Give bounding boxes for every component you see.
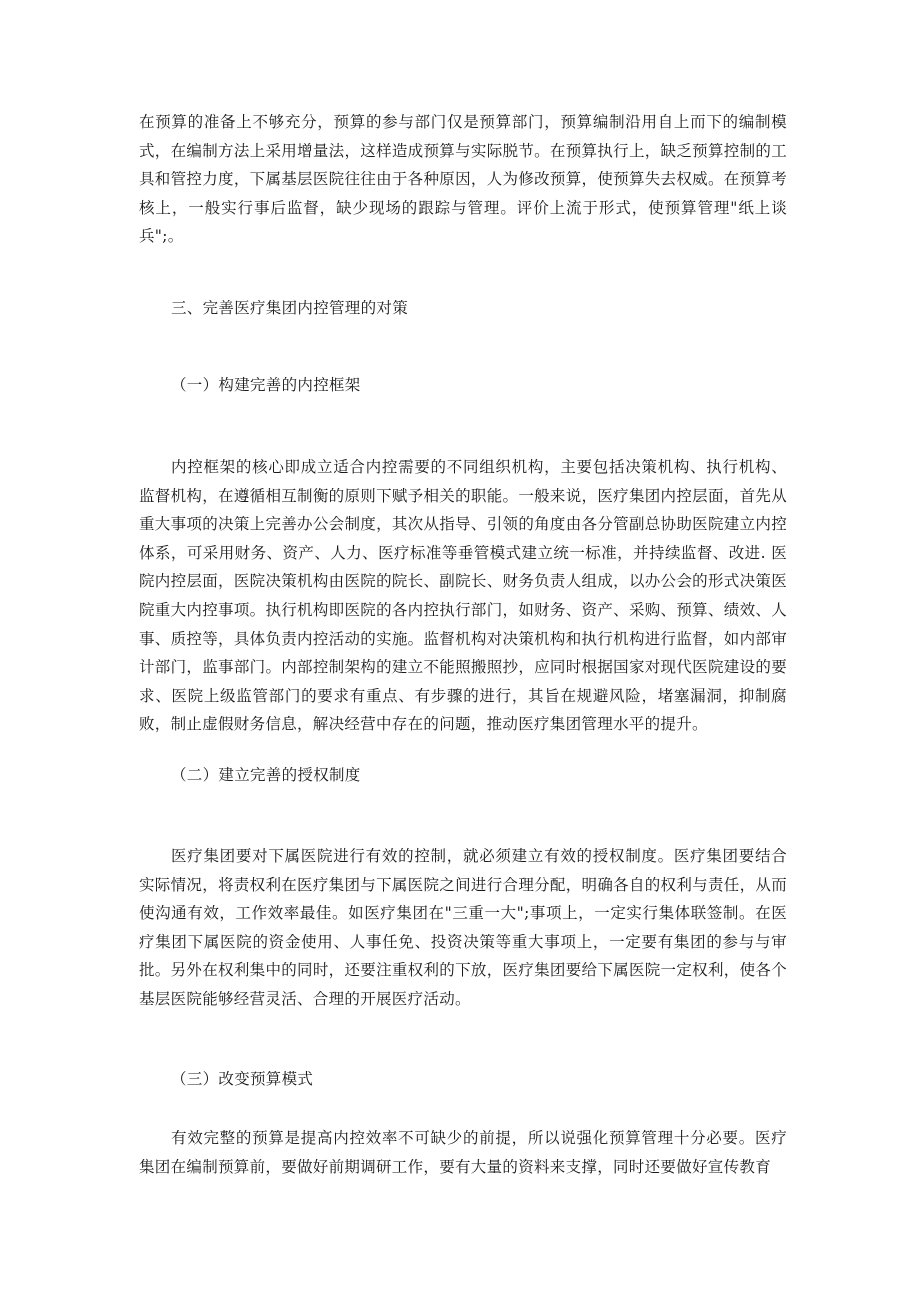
subsection-3-title: （三）改变预算模式 bbox=[171, 1070, 314, 1088]
intro-paragraph: 在预算的准备上不够充分，预算的参与部门仅是预算部门，预算编制沿用自上而下的编制模式，在编制方法上采用增量法，这样造成预算与实际脱节。在预算执行上，缺乏预算控制的工具和管控力度，下属基层医院往往由于各种原因，人为修改预算，使预算失去权威。在预算考核上，一般实行事后监督，缺少现场的跟踪与管理。评价上流于形式，使预算管理"纸上谈兵";。 bbox=[139, 113, 787, 246]
subsection-1-title: （一）构建完善的内控框架 bbox=[171, 376, 361, 394]
subsection-2-body: 医疗集团要对下属医院进行有效的控制，就必须建立有效的授权制度。医疗集团要结合实际情况，将责权利在医疗集团与下属医院之间进行合理分配，明确各自的权利与责任，从而使沟通有效，工作效率最佳。如医疗集团在"三重一大";事项上，一定实行集体联签制。在医疗集团下属医院的资金使用、人事任免、投资决策等重大事项上，一定要有集团的参与与审批。另外在权利集中的同时，还要注重权利的下放，医疗集团要给下属医院一定权利，使各个基层医院能够经营灵活、合理的开展医疗活动。 bbox=[139, 847, 787, 1008]
subsection-3-body: 有效完整的预算是提高内控效率不可缺少的前提，所以说强化预算管理十分必要。医疗集团在编制预算前，要做好前期调研工作，要有大量的资料来支撑，同时还要做好宣传教育 bbox=[139, 1129, 787, 1176]
section-title: 三、完善医疗集团内控管理的对策 bbox=[171, 299, 409, 317]
subsection-2-title: （二）建立完善的授权制度 bbox=[171, 766, 361, 784]
subsection-1-body: 内控框架的核心即成立适合内控需要的不同组织机构，主要包括决策机构、执行机构、监督机构，在遵循相互制衡的原则下赋予相关的职能。一般来说，医疗集团内控层面，首先从重大事项的决策上完善办公会制度，其次从指导、引领的角度由各分管副总协助医院建立内控体系，可采用财务、资产、人力、医疗标准等垂管模式建立统一标准，并持续监督、改进. 医院内控层面，医院决策机构由医院的院长、副院长、财务负责人组成，以办公会的形式决策医院重大内控事项。执行机构即医院的各内控执行部门，如财务、资产、采购、预算、绩效、人事、质控等，具体负责内控活动的实施。监督机构对决策机构和执行机构进行监督，如内部审计部门，监事部门。内部控制架构的建立不能照搬照抄，应同时根据国家对现代医院建设的要求、医院上级监管部门的要求有重点、有步骤的进行，其旨在规避风险，堵塞漏洞，抑制腐败，制止虚假财务信息，解决经营中存在的问题，推动医疗集团管理水平的提升。 bbox=[139, 458, 787, 734]
